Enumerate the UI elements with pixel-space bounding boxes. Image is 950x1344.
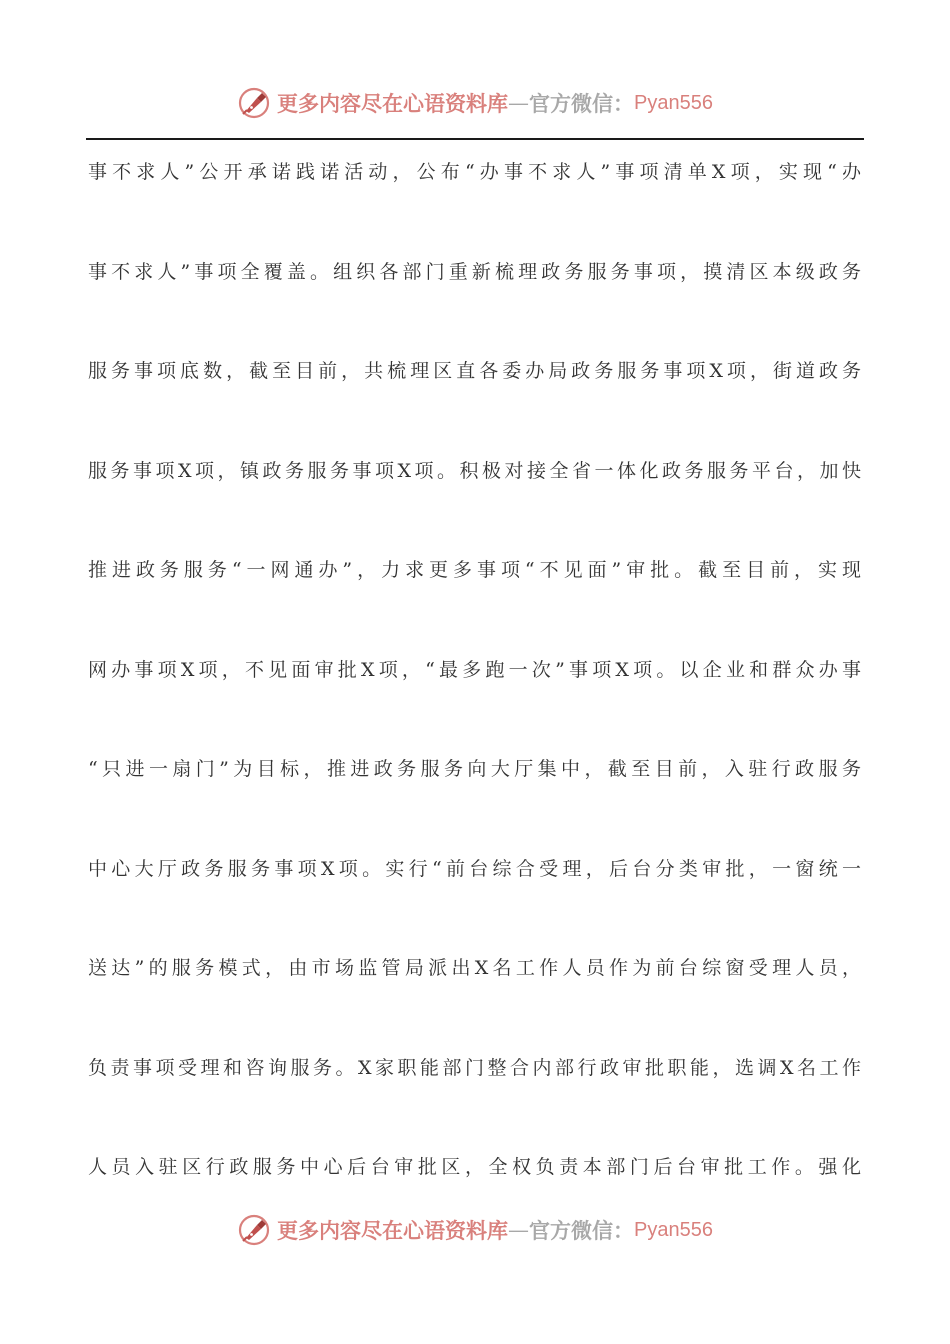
- body-line: 服务事项底数，截至目前，共梳理区直各委办局政务服务事项X项，街道政务: [88, 360, 862, 382]
- header-banner-wechat-label: 官方微信：: [529, 91, 635, 116]
- header-banner-wechat-id: Pyan556: [634, 91, 713, 114]
- body-line: 事不求人”公开承诺践诺活动，公布“办事不求人”事项清单X项，实现“办: [88, 161, 862, 183]
- header-banner: [0, 83, 950, 123]
- body-line: 中心大厅政务服务事项X项。实行“前台综合受理，后台分类审批，一窗统一: [88, 857, 862, 880]
- pen-nib-logo-icon: [237, 1213, 271, 1247]
- body-line: 推进政务服务“一网通办”，力求更多事项“不见面”审批。截至目前，实现: [88, 559, 862, 581]
- body-line: 人员入驻区行政服务中心后台审批区，全权负责本部门后台审批工作。强化: [88, 1156, 862, 1178]
- body-line: 网办事项X项，不见面审批X项，“最多跑一次”事项X项。以企业和群众办事: [88, 658, 862, 681]
- body-line: “只进一扇门”为目标，推进政务服务向大厅集中，截至目前，入驻行政服务: [88, 758, 862, 780]
- body-line: 送达”的服务模式，由市场监管局派出X名工作人员作为前台综窗受理人员，: [88, 957, 862, 979]
- footer-banner-dash: —: [508, 1218, 530, 1242]
- header-divider: [86, 138, 864, 140]
- footer-banner-wechat-id: Pyan556: [634, 1218, 713, 1241]
- footer-banner-text: [277, 1215, 713, 1245]
- footer-banner-wechat-label: 官方微信：: [529, 1218, 635, 1243]
- body-line: 服务事项X项，镇政务服务事项X项。积极对接全省一体化政务服务平台，加快: [88, 459, 862, 482]
- header-banner-text: [277, 88, 713, 118]
- header-banner-dash: —: [508, 91, 530, 115]
- pen-nib-logo-icon: [237, 86, 271, 120]
- body-line: 负责事项受理和咨询服务。X家职能部门整合内部行政审批职能，选调X名工作: [88, 1056, 862, 1079]
- footer-banner-main: 更多内容尽在心语资料库: [277, 1218, 509, 1243]
- header-banner-main: 更多内容尽在心语资料库: [277, 91, 509, 116]
- body-line: 事不求人”事项全覆盖。组织各部门重新梳理政务服务事项，摸清区本级政务: [88, 260, 862, 283]
- document-body: [88, 150, 862, 1245]
- footer-banner: [0, 1210, 950, 1250]
